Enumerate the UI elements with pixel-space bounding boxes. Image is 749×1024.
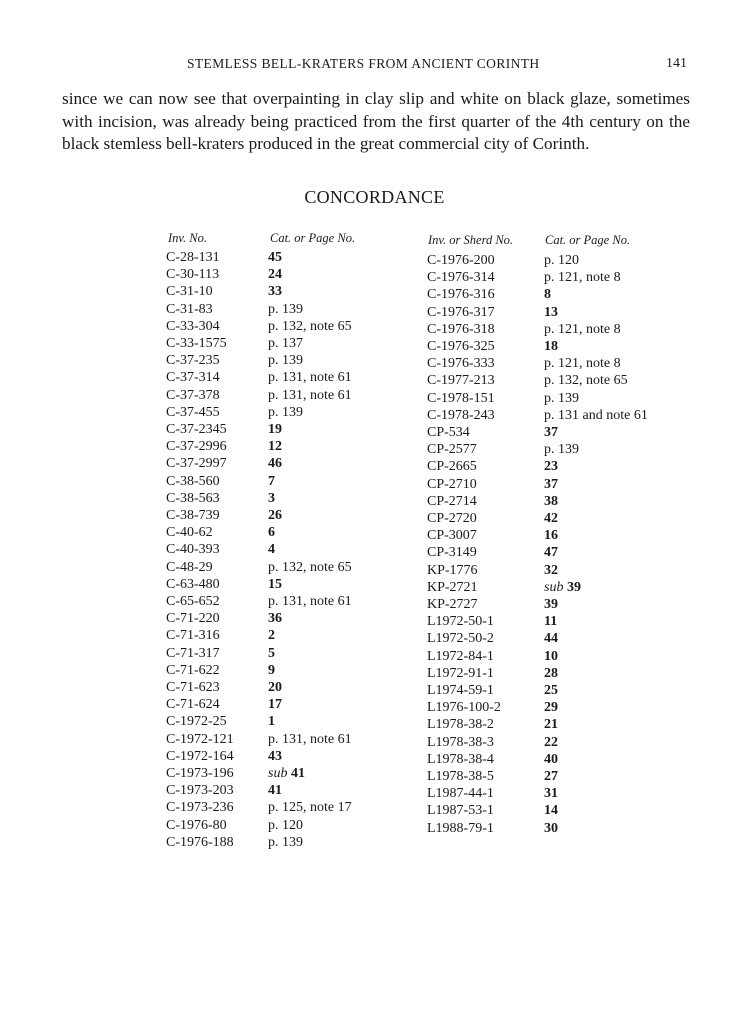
reference-value: 32: [544, 562, 558, 578]
inventory-number: C-1972-164: [166, 748, 234, 764]
inventory-number: C-1978-243: [427, 407, 495, 423]
catalogue-reference: [544, 769, 558, 785]
catalogue-reference: [268, 714, 275, 730]
catalogue-reference: [268, 422, 282, 438]
inventory-number: C-71-622: [166, 662, 220, 678]
inventory-number: C-37-314: [166, 370, 220, 386]
catalogue-reference: [268, 680, 282, 696]
catalogue-reference: [268, 749, 282, 765]
reference-value: p. 132, note 65: [268, 559, 352, 575]
reference-value: 10: [544, 648, 558, 664]
inventory-number: KP-2727: [427, 597, 478, 612]
reference-value: 28: [544, 665, 558, 681]
inventory-number: L1978-38-4: [427, 751, 494, 767]
inventory-number: KP-1776: [427, 562, 478, 578]
inventory-number: C-38-563: [166, 490, 220, 506]
reference-value: 13: [544, 304, 558, 320]
inventory-number: CP-2720: [427, 511, 477, 526]
inventory-number: C-71-220: [166, 611, 220, 627]
catalogue-reference: [268, 267, 282, 283]
reference-value: 1: [268, 714, 275, 730]
reference-value: p. 131 and note 61: [544, 407, 648, 423]
reference-value: 24: [268, 267, 282, 283]
catalogue-reference: [544, 803, 558, 819]
inventory-number: CP-3149: [427, 545, 477, 561]
inventory-number: C-65-652: [166, 594, 220, 609]
catalogue-reference: [268, 835, 303, 851]
reference-value: 7: [268, 473, 275, 489]
left-inv-header: Inv. No.: [168, 231, 207, 245]
inventory-number: C-71-316: [166, 628, 220, 644]
catalogue-reference: [544, 391, 579, 407]
inventory-number: C-1976-80: [166, 817, 227, 833]
reference-value: 37: [544, 476, 558, 492]
reference-value: 16: [544, 528, 558, 544]
catalogue-reference: [544, 545, 558, 561]
catalogue-reference: [544, 425, 558, 441]
reference-value: 41: [268, 783, 282, 799]
right-inv-header: Inv. or Sherd No.: [428, 233, 514, 247]
catalogue-reference: [544, 305, 558, 321]
reference-value: p. 121, note 8: [544, 270, 621, 286]
catalogue-reference: [268, 353, 303, 369]
inventory-number: L1972-50-1: [427, 614, 494, 630]
catalogue-reference: [544, 717, 558, 733]
catalogue-reference: [268, 542, 275, 558]
reference-value: 18: [544, 339, 558, 354]
reference-value: p. 139: [268, 301, 303, 317]
inventory-number: L1972-84-1: [427, 648, 494, 664]
catalogue-reference: [268, 439, 282, 455]
catalogue-reference: [544, 459, 558, 475]
reference-value: p. 139: [544, 390, 579, 406]
reference-value: 15: [268, 576, 282, 592]
catalogue-reference: [544, 511, 558, 527]
inventory-number: C-38-739: [166, 508, 220, 523]
inventory-number: L1987-44-1: [427, 786, 494, 802]
reference-value: p. 125, note 17: [268, 800, 352, 816]
inventory-number: C-71-623: [166, 680, 220, 695]
catalogue-reference: [544, 666, 558, 682]
reference-value: 44: [544, 631, 558, 647]
reference-value: 22: [544, 734, 558, 750]
inventory-number: C-33-1575: [166, 336, 227, 351]
reference-value: 17: [268, 697, 282, 713]
inventory-number: C-38-560: [166, 473, 220, 489]
inventory-number: C-1973-236: [166, 800, 234, 816]
inventory-number: L1987-53-1: [427, 803, 494, 819]
reference-value: 23: [544, 459, 558, 475]
concordance-title: CONCORDANCE: [304, 187, 445, 207]
inventory-number: C-1976-333: [427, 356, 495, 372]
reference-value: 39: [544, 597, 558, 612]
reference-value: 9: [268, 662, 275, 678]
catalogue-reference: [544, 700, 558, 716]
running-head: [0, 56, 749, 76]
inventory-number: C-1973-196: [166, 766, 234, 781]
reference-value: p. 131, note 61: [268, 594, 352, 609]
running-title: STEMLESS BELL-KRATERS FROM ANCIENT CORINTH: [187, 56, 540, 71]
catalogue-reference: [268, 370, 352, 386]
catalogue-reference: [268, 611, 282, 627]
reference-value: 6: [268, 525, 275, 541]
reference-value: 27: [544, 769, 558, 784]
reference-value: 29: [544, 700, 558, 716]
sub-prefix: sub: [544, 579, 567, 595]
catalogue-reference: [268, 474, 275, 490]
reference-value: 3: [268, 490, 275, 506]
catalogue-reference: [268, 405, 303, 421]
inventory-number: C-33-304: [166, 318, 220, 334]
inventory-number: C-31-10: [166, 284, 213, 300]
catalogue-reference: [544, 563, 558, 579]
reference-value: 46: [268, 456, 282, 472]
catalogue-reference: [268, 697, 282, 713]
catalogue-reference: [268, 577, 282, 593]
catalogue-reference: [268, 491, 275, 507]
catalogue-reference: [268, 766, 305, 782]
inventory-number: C-48-29: [166, 559, 213, 575]
reference-value: 19: [268, 422, 282, 437]
reference-value: 42: [544, 511, 558, 526]
page-number: 141: [666, 56, 687, 71]
reference-value: 40: [544, 751, 558, 767]
inventory-number: C-37-2996: [166, 439, 227, 455]
catalogue-reference: [268, 628, 275, 644]
body-paragraph: since we can now see that overpainting in clay slip and white on black glaze, sometimes with incision, was already being practiced from the first quarter of the 4th century on the black stemless bell-kraters produced in the great commercial city of Corinth.: [62, 89, 690, 153]
catalogue-reference: [544, 683, 558, 699]
reference-value: 47: [544, 545, 558, 561]
reference-value: 11: [544, 614, 558, 630]
right-cat-header: Cat. or Page No.: [545, 233, 631, 247]
inventory-number: CP-3007: [427, 528, 477, 544]
catalogue-reference: [268, 646, 275, 662]
reference-value: 12: [268, 439, 282, 455]
reference-value: 45: [268, 250, 282, 265]
catalogue-reference: [544, 631, 558, 647]
inventory-number: L1974-59-1: [427, 683, 494, 698]
inventory-number: KP-2721: [427, 579, 478, 595]
catalogue-reference: [268, 508, 282, 524]
inventory-number: C-37-235: [166, 353, 220, 369]
inventory-number: C-71-624: [166, 697, 220, 713]
inventory-number: C-1978-151: [427, 390, 495, 406]
catalogue-reference: [544, 597, 558, 613]
catalogue-reference: [544, 752, 558, 768]
inventory-number: C-40-62: [166, 525, 213, 541]
reference-value: p. 132, note 65: [268, 318, 352, 334]
reference-value: 21: [544, 717, 558, 733]
inventory-number: L1978-38-3: [427, 734, 494, 750]
inventory-number: CP-534: [427, 425, 470, 440]
inventory-number: C-1976-314: [427, 270, 495, 286]
catalogue-reference: [268, 388, 352, 404]
reference-value: p. 139: [544, 442, 579, 458]
inventory-number: L1972-50-2: [427, 631, 494, 647]
reference-value: p. 120: [268, 817, 303, 833]
catalogue-reference: [268, 800, 352, 816]
reference-value: p. 139: [268, 834, 303, 850]
reference-value: 2: [268, 628, 275, 644]
catalogue-reference: [544, 373, 628, 389]
sub-prefix: sub: [268, 766, 291, 781]
catalogue-reference: [544, 356, 621, 372]
inventory-number: C-30-113: [166, 267, 220, 283]
reference-value: p. 131, note 61: [268, 387, 352, 403]
reference-value: p. 137: [268, 336, 303, 351]
inventory-number: C-63-480: [166, 576, 220, 592]
catalogue-reference: [544, 442, 579, 458]
reference-value: p. 139: [268, 404, 303, 420]
inventory-number: C-37-455: [166, 404, 220, 420]
catalogue-reference: [544, 477, 558, 493]
reference-value: 38: [544, 493, 558, 509]
catalogue-reference: [268, 663, 275, 679]
inventory-number: C-1976-325: [427, 339, 495, 354]
catalogue-reference: [544, 339, 558, 355]
inventory-number: C-71-317: [166, 645, 220, 661]
reference-value: p. 120: [544, 253, 579, 268]
reference-value: p. 121, note 8: [544, 321, 621, 337]
inventory-number: L1978-38-2: [427, 717, 494, 733]
catalogue-reference: [268, 783, 282, 799]
reference-value: 5: [268, 645, 275, 661]
inventory-number: CP-2665: [427, 459, 477, 475]
catalogue-reference: [268, 732, 352, 748]
inventory-number: L1972-91-1: [427, 665, 494, 681]
inventory-number: C-1976-200: [427, 253, 495, 268]
reference-value: 30: [544, 820, 558, 836]
catalogue-reference: [268, 560, 352, 576]
inventory-number: C-1976-188: [166, 834, 234, 850]
catalogue-reference: [268, 336, 303, 352]
inventory-number: L1988-79-1: [427, 820, 494, 836]
reference-value: p. 132, note 65: [544, 373, 628, 389]
catalogue-reference: [268, 525, 275, 541]
inventory-number: C-1972-121: [166, 731, 234, 747]
inventory-number: C-1976-318: [427, 321, 495, 337]
inventory-number: C-1973-203: [166, 783, 234, 799]
inventory-number: CP-2710: [427, 476, 477, 492]
catalogue-reference: [544, 408, 648, 424]
inventory-number: C-37-2997: [166, 456, 227, 472]
catalogue-reference: [268, 284, 282, 300]
catalogue-reference: [268, 594, 352, 610]
catalogue-reference: [544, 253, 579, 269]
reference-value: 4: [268, 542, 275, 558]
inventory-number: C-37-378: [166, 387, 220, 403]
reference-value: 36: [268, 611, 282, 627]
catalogue-reference: [544, 735, 558, 751]
inventory-number: CP-2577: [427, 442, 477, 458]
catalogue-reference: [544, 528, 558, 544]
catalogue-reference: [544, 494, 558, 510]
reference-value: 41: [290, 766, 305, 781]
inventory-number: C-1977-213: [427, 373, 495, 389]
reference-value: p. 139: [268, 353, 303, 369]
reference-value: 37: [544, 425, 558, 440]
inventory-number: L1978-38-5: [427, 769, 494, 784]
inventory-number: C-1976-317: [427, 304, 495, 320]
reference-value: p. 121, note 8: [544, 356, 621, 372]
reference-value: 33: [268, 284, 282, 300]
catalogue-reference: [544, 287, 551, 303]
reference-value: 39: [566, 579, 581, 595]
reference-value: 14: [544, 803, 558, 819]
catalogue-reference: [544, 649, 558, 665]
catalogue-reference: [544, 821, 558, 837]
inventory-number: CP-2714: [427, 493, 477, 509]
inventory-number: C-1972-25: [166, 714, 227, 730]
inventory-number: L1976-100-2: [427, 700, 501, 716]
catalogue-reference: [268, 456, 282, 472]
catalogue-reference: [268, 818, 303, 834]
catalogue-reference: [268, 250, 282, 266]
catalogue-reference: [544, 786, 558, 802]
reference-value: p. 131, note 61: [268, 370, 352, 386]
catalogue-reference: [268, 319, 352, 335]
catalogue-reference: [544, 614, 557, 630]
catalogue-reference: [544, 270, 621, 286]
left-cat-header: Cat. or Page No.: [270, 231, 356, 245]
reference-value: 43: [268, 748, 282, 764]
inventory-number: C-28-131: [166, 250, 220, 265]
inventory-number: C-37-2345: [166, 422, 227, 437]
reference-value: p. 131, note 61: [268, 731, 352, 747]
reference-value: 25: [544, 683, 558, 698]
catalogue-reference: [268, 302, 303, 318]
inventory-number: C-1976-316: [427, 287, 495, 303]
catalogue-reference: [544, 580, 581, 596]
reference-value: 31: [544, 786, 558, 802]
inventory-number: C-31-83: [166, 301, 213, 317]
reference-value: 8: [544, 287, 551, 303]
catalogue-reference: [544, 322, 621, 338]
reference-value: 26: [268, 508, 282, 523]
inventory-number: C-40-393: [166, 542, 220, 558]
reference-value: 20: [268, 680, 282, 695]
